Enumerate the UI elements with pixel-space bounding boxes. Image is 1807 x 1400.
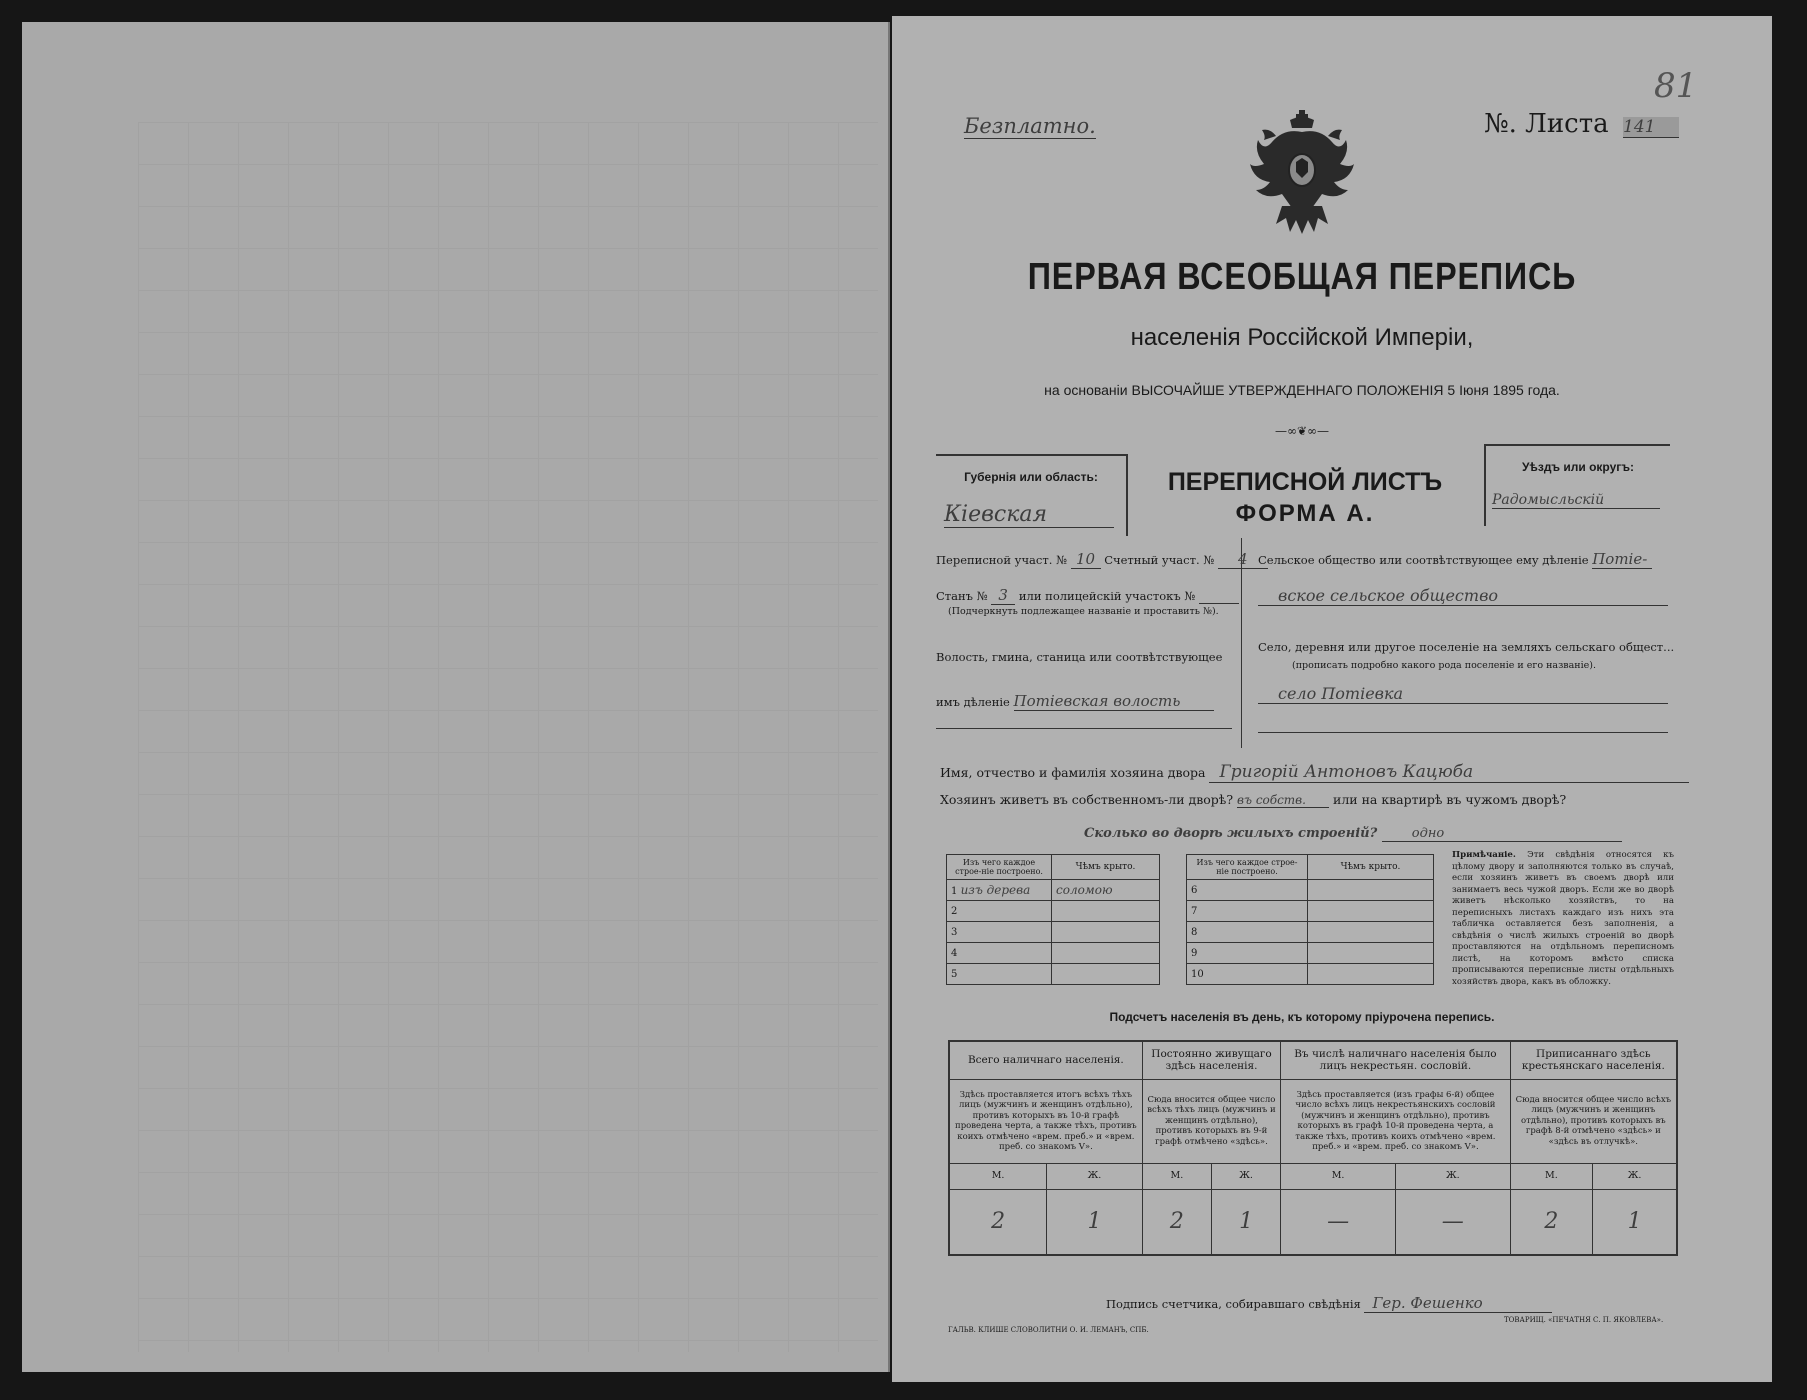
form-name: ПЕРЕПИСНОЙ ЛИСТЪ (1167, 468, 1443, 496)
society-value-2: вское сельское общество (1258, 586, 1668, 606)
province-value: Кіевская (944, 502, 1114, 528)
legal-basis-line: на основаніи ВЫСОЧАЙШЕ УТВЕРЖДЕННАГО ПОЛОЖЕНІЯ 5 Іюня 1895 года. (1044, 382, 1560, 398)
ornament-divider: —∞❦∞— (1274, 424, 1330, 438)
underline-note: (Подчеркнуть подлежащее названіе и проставить №). (948, 606, 1219, 617)
province-label: Губернія или область: (964, 470, 1098, 484)
table-row: 2 (947, 901, 1160, 922)
village-value: село Потіевка (1258, 684, 1668, 704)
society-value-1: Потіе- (1592, 550, 1652, 569)
form-title-box (1128, 454, 1482, 534)
table-row: 8 (1187, 922, 1434, 943)
society-field: Сельское общество или соотвѣтствующее ему дѣленіе Потіе- (1258, 550, 1652, 569)
district-label: Уѣздъ или округъ: (1521, 460, 1635, 474)
volost-label: Волость, гмина, станица или соотвѣтствующее (936, 650, 1223, 664)
census-section-field: Переписной участ. № 10 Счетный участ. № 4 (936, 550, 1268, 569)
column-divider (1241, 538, 1242, 748)
table-row: 5 (947, 964, 1160, 985)
census-form-page (892, 16, 1772, 1382)
structures-table-right: Изъ чего каждое строе-ніе построено. Чѣмъ крыто. 6 7 8 9 10 (1186, 854, 1434, 985)
population-tally-title: Подсчетъ населенія въ день, къ которому пріурочена перепись. (1109, 1010, 1495, 1024)
double-headed-eagle-emblem (1246, 110, 1358, 248)
buildings-value: одно (1382, 826, 1622, 842)
sheet-number-label: №. Листа (1484, 109, 1609, 139)
volost-field: имъ дѣленіе Потіевская волость (936, 692, 1214, 711)
nonpeasant-men: — (1281, 1189, 1396, 1255)
table-row: 9 (1187, 943, 1434, 964)
form-subtitle: населенія Россійской Имперіи, (1130, 324, 1474, 351)
table-row: 1 изъ дерева соломою (947, 880, 1160, 901)
district-box (1484, 444, 1670, 526)
permanent-women: 1 (1211, 1189, 1280, 1255)
village-note: (прописать подробно какого рода поселеніе и его названіе). (1292, 660, 1596, 671)
form-main-title: ПЕРВАЯ ВСЕОБЩАЯ ПЕРЕПИСЬ (1027, 256, 1577, 298)
total-women: 1 (1047, 1189, 1143, 1255)
table-row: 4 (947, 943, 1160, 964)
peasant-men: 2 (1510, 1189, 1592, 1255)
instructions-note: Примѣчаніе. Эти свѣдѣнія относятся къ цѣлому двору и заполняются только въ случаѣ, если хозяинъ живетъ въ своемъ дворѣ или занимаетъ весь чужой дворъ. Если же во дворѣ живетъ нѣсколько хозяйствъ, то на переписныхъ листахъ каждаго изъ нихъ эта табличка оставляется безъ заполненія, а свѣдѣнія о числѣ жилыхъ строеній во дворѣ проставляются на отдѣльномъ переписномъ листѣ, на которомъ вмѣсто списка прописываются переписные листы отдѣльныхъ хозяйствъ двора, какъ въ обложку. (1452, 850, 1675, 987)
structures-table-left: Изъ чего каждое строе-ніе построено. Чѣмъ крыто. 1 изъ дерева соломою 2 3 4 5 (946, 854, 1160, 985)
buildings-field: Сколько во дворѣ жилыхъ строеній? одно (1084, 826, 1622, 842)
table-row: 6 (1187, 880, 1434, 901)
district-value: Радомысльскій (1492, 492, 1660, 509)
signature-field: Подпись счетчика, собиравшаго свѣдѣнія Гер. Фешенко (1106, 1294, 1552, 1313)
owner-residence-field: Хозяинъ живетъ въ собственномъ-ли дворѣ? въ собств. или на квартирѣ въ чужомъ дворѣ? (940, 792, 1567, 807)
permanent-men: 2 (1142, 1189, 1211, 1255)
population-tally-table: Всего наличнаго населенія. Постоянно живущаго здѣсь населенія. Въ числѣ наличнаго населенія было лицъ некрестьян. сословій. Приписаннаго здѣсь крестьянскаго населенія. Здѣсь проставляется итогъ всѣхъ тѣхъ лицъ (мужчинъ и женщинъ отдѣльно), противъ которыхъ въ 10-й графѣ проведена черта, а также тѣхъ, противъ коихъ отмѣчено «врем. преб.» и «врем. преб. со знакомъ V». Сюда вносится общее число всѣхъ тѣхъ лицъ (мужчинъ и женщинъ отдѣльно), противъ которыхъ въ 9-й графѣ отмѣчено «здѣсь». Здѣсь проставляется (изъ графы 6-й) общее число всѣхъ лицъ некрестьянскихъ сословій (мужчинъ и женщинъ отдѣльно), противъ которыхъ въ графѣ 10-й проведена черта, а также тѣхъ, противъ коихъ отмѣчено «врем. преб.» и «врем. преб. со знакомъ V». Сюда вносится общее число всѣхъ лицъ (мужчинъ и женщинъ отдѣльно), противъ которыхъ въ графѣ 8-й отмѣчено «здѣсь» и «здѣсь въ отлучкѣ». М. Ж. М. Ж. М. Ж. М. Ж. 2 1 2 1 — — 2 1 (948, 1040, 1678, 1256)
printer-right: ТОВАРИЩ. «ПЕЧАТНЯ С. П. ЯКОВЛЕВА». (1504, 1316, 1664, 1324)
left-blank-page (22, 22, 890, 1372)
peasant-women: 1 (1593, 1189, 1677, 1255)
volost-value: Потіевская волость (1014, 692, 1214, 711)
census-section-value: 10 (1071, 550, 1101, 569)
faint-ruled-grid (138, 122, 878, 1352)
corner-folio-number: 81 (1654, 66, 1698, 106)
nonpeasant-women: — (1395, 1189, 1510, 1255)
owner-name-field: Имя, отчество и фамилія хозяина двора Григорій Антоновъ Кацюба (940, 762, 1689, 783)
owner-residence-value: въ собств. (1237, 793, 1329, 808)
owner-name-value: Григорій Антоновъ Кацюба (1209, 762, 1689, 783)
signature-value: Гер. Фешенко (1364, 1294, 1552, 1313)
stan-field: Станъ № 3 или полицейскій участокъ № (936, 586, 1239, 605)
free-label: Безплатно. (964, 114, 1096, 138)
count-section-value: 4 (1218, 550, 1268, 569)
province-box (936, 454, 1128, 536)
stan-value: 3 (991, 586, 1015, 605)
village-label: Село, деревня или другое поселеніе на земляхъ сельскаго общест... (1258, 640, 1675, 654)
form-letter: ФОРМА А. (1235, 500, 1375, 527)
table-row: 10 (1187, 964, 1434, 985)
printer-left: ГАЛЬВ. КЛИШЕ СЛОВОЛИТНИ О. И. ЛЕМАНЪ, СПБ. (948, 1326, 1149, 1334)
table-row: 7 (1187, 901, 1434, 922)
sheet-number-value: 141 (1623, 117, 1679, 138)
total-men: 2 (949, 1189, 1047, 1255)
table-row: 3 (947, 922, 1160, 943)
